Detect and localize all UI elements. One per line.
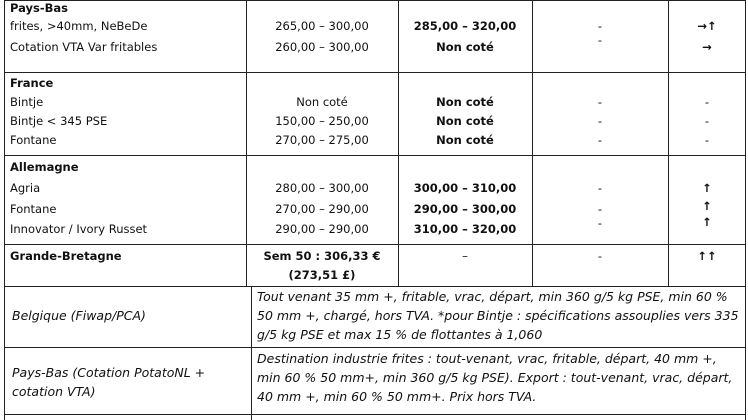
variety-label: Bintje bbox=[10, 95, 44, 109]
current-price: 290,00 – 300,00 bbox=[413, 202, 517, 216]
previous-price: Non coté bbox=[296, 95, 348, 109]
current-price: 285,00 – 320,00 bbox=[413, 19, 517, 33]
variety-label: Innovator / Ivory Russet bbox=[10, 222, 148, 236]
current-price: Non coté bbox=[436, 95, 494, 109]
previous-price: 280,00 – 300,00 bbox=[275, 181, 369, 195]
rule bbox=[4, 0, 5, 420]
trend-cell: - bbox=[704, 95, 710, 109]
price-table bbox=[4, 0, 746, 420]
up-arrow-icon: ↑ bbox=[702, 181, 712, 195]
rule bbox=[745, 0, 746, 420]
trend-cell: - bbox=[704, 114, 710, 128]
trend-arrow-icon: → bbox=[702, 40, 712, 54]
dash-cell: - bbox=[597, 216, 603, 230]
rule bbox=[4, 414, 746, 415]
variety-label: Agria bbox=[10, 181, 41, 195]
current-price: – bbox=[462, 249, 468, 263]
current-price: 300,00 – 310,00 bbox=[413, 181, 517, 195]
country-heading: Grande-Bretagne bbox=[10, 249, 122, 263]
note-text: Tout venant 35 mm +, fritable, vrac, départ, min 360 g/5 kg PSE, min 60 % 50 mm +, chargé, hors TVA. *pour Bintje : spécifications assouplies vers 335 g/5 kg PSE et max 15 % de flottantes à 1,060 bbox=[257, 289, 739, 342]
dash-cell: - bbox=[597, 95, 603, 109]
rule bbox=[4, 72, 746, 73]
variety-label: Cotation VTA Var fritables bbox=[10, 40, 158, 54]
country-heading: France bbox=[10, 76, 54, 90]
rule bbox=[4, 244, 746, 245]
rule bbox=[4, 347, 746, 348]
variety-label: frites, >40mm, NeBeDe bbox=[10, 19, 148, 33]
up-arrow-icon: ↑ bbox=[702, 199, 712, 213]
previous-price: 270,00 – 275,00 bbox=[275, 133, 369, 147]
dash-cell: - bbox=[597, 181, 603, 195]
previous-price: Sem 50 : 306,33 € bbox=[263, 249, 381, 263]
previous-price-gbp: (273,51 £) bbox=[288, 268, 356, 282]
dash-cell: - bbox=[597, 249, 603, 263]
note-source: Belgique (Fiwap/PCA) bbox=[12, 308, 146, 323]
variety-label: Fontane bbox=[10, 133, 57, 147]
previous-price: 290,00 – 290,00 bbox=[275, 222, 369, 236]
trend-arrow-icon: →↑ bbox=[697, 19, 717, 33]
previous-price: 150,00 – 250,00 bbox=[275, 114, 369, 128]
dash-cell: - bbox=[597, 33, 603, 47]
trend-cell: - bbox=[704, 133, 710, 147]
country-heading: Allemagne bbox=[10, 160, 79, 174]
rule bbox=[251, 286, 252, 420]
dash-cell: - bbox=[597, 133, 603, 147]
previous-price: 270,00 – 290,00 bbox=[275, 202, 369, 216]
dash-cell: - bbox=[597, 114, 603, 128]
note-text: Destination industrie frites : tout-venant, vrac, fritable, départ, 40 mm +, min 60 % 50 mm+, min 360 g/5 kg PSE). Export : tout-venant, vrac, départ, 40 mm +, min 60 % 50 mm+. Prix hors TVA. bbox=[257, 351, 733, 404]
up-arrow-icon: ↑ bbox=[702, 215, 712, 229]
rule bbox=[4, 155, 746, 156]
current-price: Non coté bbox=[436, 133, 494, 147]
note-source: Pays-Bas (Cotation PotatoNL + cotation VTA) bbox=[12, 365, 206, 399]
current-price: 310,00 – 320,00 bbox=[413, 222, 517, 236]
previous-price: 260,00 – 300,00 bbox=[275, 40, 369, 54]
previous-price: 265,00 – 300,00 bbox=[275, 19, 369, 33]
variety-label: Fontane bbox=[10, 202, 57, 216]
current-price: Non coté bbox=[436, 40, 494, 54]
double-up-arrow-icon: ↑↑ bbox=[697, 249, 717, 263]
dash-cell: - bbox=[597, 19, 603, 33]
current-price: Non coté bbox=[436, 114, 494, 128]
rule bbox=[4, 0, 746, 1]
country-heading: Pays-Bas bbox=[10, 1, 69, 15]
variety-label: Bintje < 345 PSE bbox=[10, 114, 108, 128]
dash-cell: - bbox=[597, 202, 603, 216]
